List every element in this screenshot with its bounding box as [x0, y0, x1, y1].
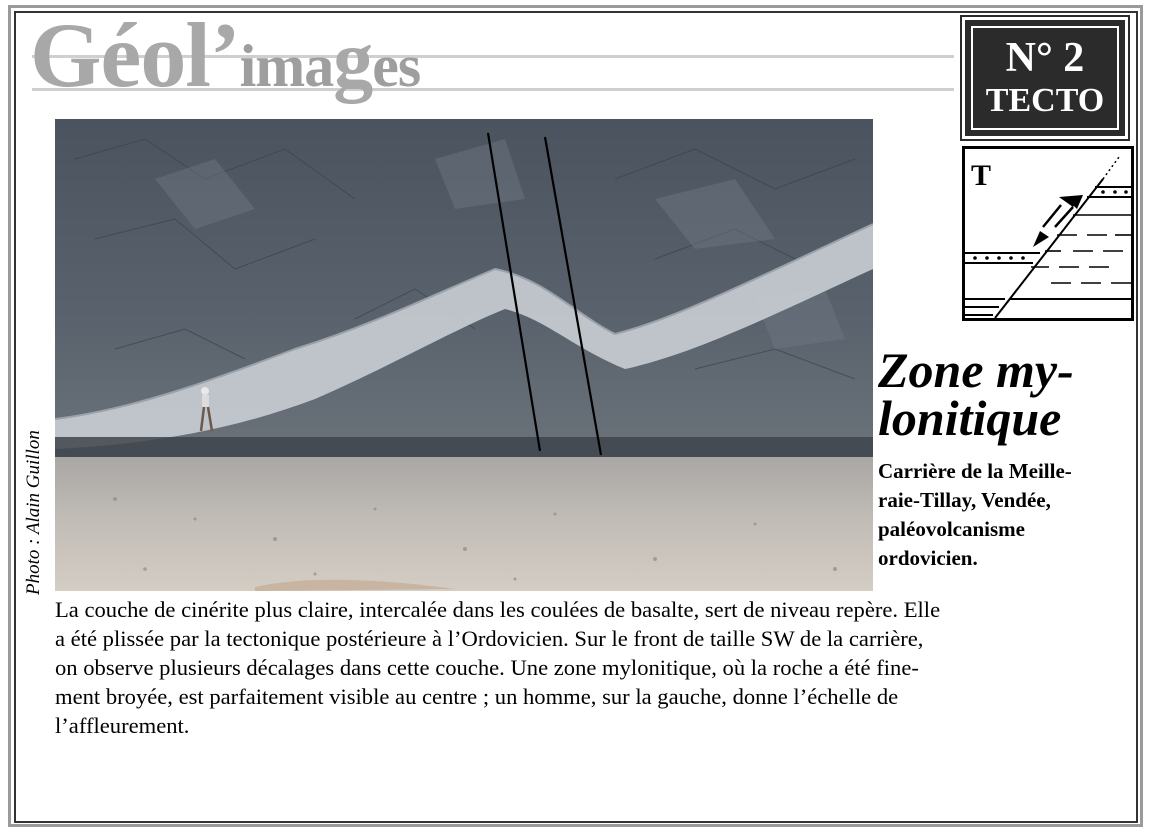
article-subtitle [878, 457, 1123, 573]
brand-logo [30, 2, 420, 108]
subtitle-line-2: raie-Tillay, Vendée, [878, 488, 1051, 512]
body-line-1: La couche de cinérite plus claire, intercalée dans les coulées de basalte, sert de niveau repère. Elle [55, 597, 941, 622]
body-line-2: a été plissée par la tectonique postérieure à l’Ordovicien. Sur le front de taille SW de la carrière, [55, 626, 924, 651]
issue-number: N° 2 [1005, 35, 1085, 81]
title-line-1: Zone my- [878, 342, 1074, 398]
brand-part-1: Géol’ [30, 4, 240, 106]
fault-diagram [962, 146, 1134, 321]
title-line-2: lonitique [878, 390, 1062, 446]
quarry-photo [55, 119, 873, 591]
diagram-label: T [971, 159, 992, 192]
photo-credit: Photo : Alain Guillon [23, 430, 44, 595]
article-body [55, 595, 1117, 740]
brand-part-4: es [372, 33, 421, 99]
fault-diagram-svg [965, 149, 1131, 318]
body-line-5: l’affleurement. [55, 713, 190, 738]
subtitle-line-1: Carrière de la Meille- [878, 459, 1072, 483]
body-line-4: ment broyée, est parfaitement visible au centre ; un homme, sur la gauche, donne l’échelle de [55, 684, 899, 709]
issue-badge [962, 17, 1128, 139]
body-line-3: on observe plusieurs décalages dans cette couche. Une zone mylonitique, où la roche a été fine- [55, 655, 919, 680]
brand-part-3: g [333, 16, 373, 104]
subtitle-line-3: paléovolcanisme [878, 517, 1025, 541]
article-title [878, 342, 1128, 446]
issue-category: TECTO [985, 82, 1105, 119]
subtitle-line-4: ordovicien. [878, 546, 978, 570]
brand-part-2: ima [239, 33, 334, 99]
